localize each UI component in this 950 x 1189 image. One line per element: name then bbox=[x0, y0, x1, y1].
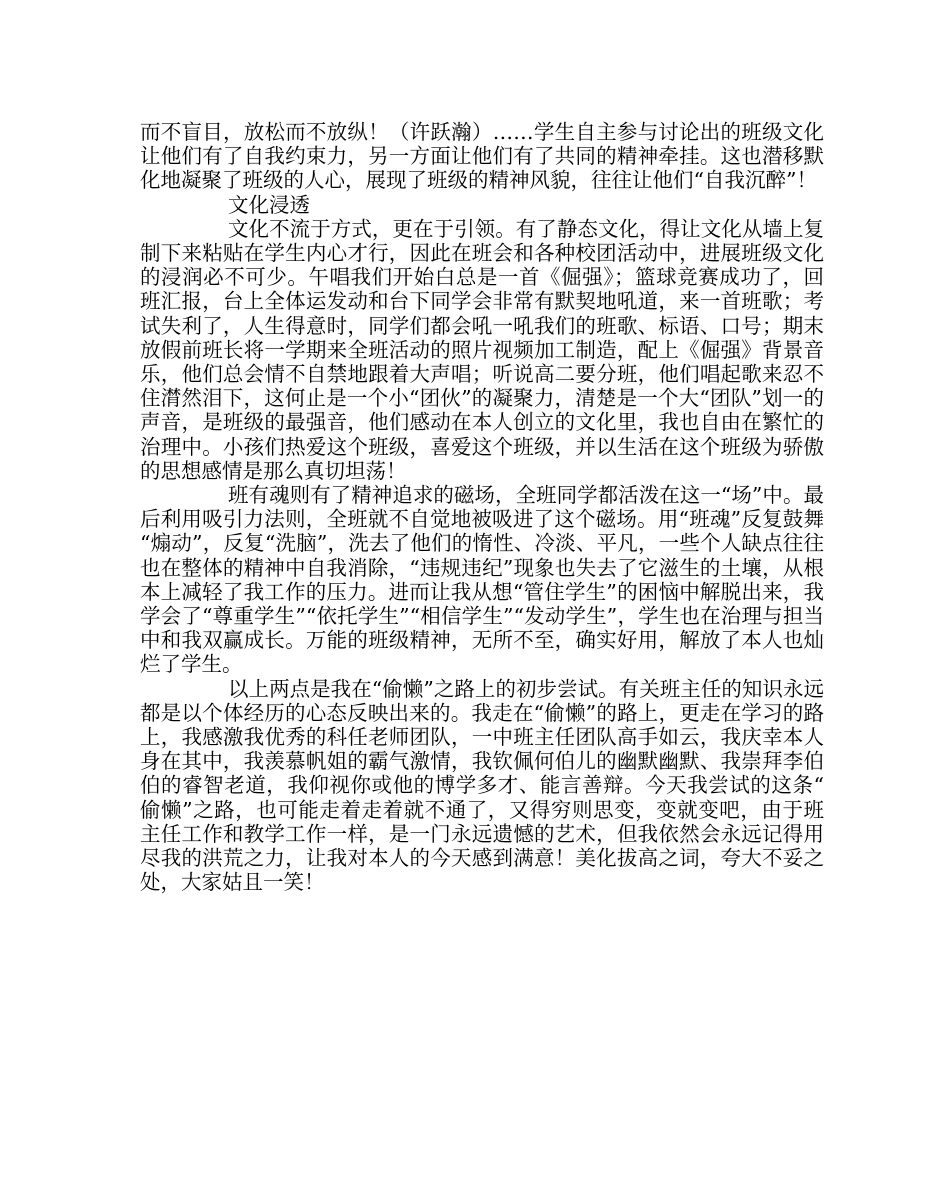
section-heading: 文化浸透 bbox=[228, 192, 310, 217]
paragraph-class-spirit: 班有魂则有了精神追求的磁场，全班同学都活泼在这一“场”中。最后利用吸引力法则，全班就不自觉地被吸进了这个磁场。用“班魂”反复鼓舞“煽动”，反复“洗脑”，洗去了他们的惰性、冷淡、平凡，一些个人缺点往往也在整体的精神中自我消除，“违规违纪”现象也失去了它滋生的土壤，从根本上减轻了我工作的压力。进而让我从想“管住学生”的困恼中解脱出来，我学会了“尊重学生”“依托学生”“相信学生”“发动学生”，学生也在治理与担当中和我双赢成长。万能的班级精神，无所不至，确实好用，解放了本人也灿烂了学生。 bbox=[140, 483, 824, 677]
paragraph-conclusion: 以上两点是我在“偷懒”之路上的初步尝试。有关班主任的知识永远都是以个体经历的心态反映出来的。我走在“偷懒”的路上，更走在学习的路上，我感激我优秀的科任老师团队，一中班主任团队高手如云，我庆幸本人身在其中，我羡慕帆姐的霸气激情，我钦佩何伯儿的幽默幽默、我崇拜李伯伯的睿智老道，我仰视你或他的博学多才、能言善辩。今天我尝试的这条“偷懒”之路，也可能走着走着就不通了，又得穷则思变，变就变吧，由于班主任工作和教学工作一样，是一门永远遗憾的艺术，但我依然会永远记得用尽我的洪荒之力，让我对本人的今天感到满意！美化拔高之词，夸大不妥之处，大家姑且一笑！ bbox=[140, 676, 824, 895]
document-page bbox=[140, 120, 824, 895]
paragraph-culture-infusion: 文化不流于方式，更在于引领。有了静态文化，得让文化从墙上复制下来粘贴在学生内心才行，因此在班会和各种校团活动中，进展班级文化的浸润必不可少。午唱我们开始白总是一首《倔强》；篮球竞赛成功了，回班汇报，台上全体运发动和台下同学会非常有默契地吼道，来一首班歌；考试失利了，人生得意时，同学们都会吼一吼我们的班歌、标语、口号；期末放假前班长将一学期来全班活动的照片视频加工制造，配上《倔强》背景音乐，他们总会情不自禁地跟着大声唱；听说高二要分班，他们唱起歌来忍不住潸然泪下，这何止是一个小“团伙”的凝聚力，清楚是一个大“团队”划一的声音，是班级的最强音，他们感动在本人创立的文化里，我也自由在繁忙的治理中。小孩们热爱这个班级，喜爱这个班级，并以生活在这个班级为骄傲的思想感情是那么真切坦荡！ bbox=[140, 216, 824, 483]
paragraph-continuation: 而不盲目，放松而不放纵！（许跃瀚）……学生自主参与讨论出的班级文化让他们有了自我约束力，另一方面让他们有了共同的精神牵挂。这也潜移默化地凝聚了班级的人心，展现了班级的精神风貌，往往让他们“自我沉醉”！ bbox=[140, 120, 824, 193]
